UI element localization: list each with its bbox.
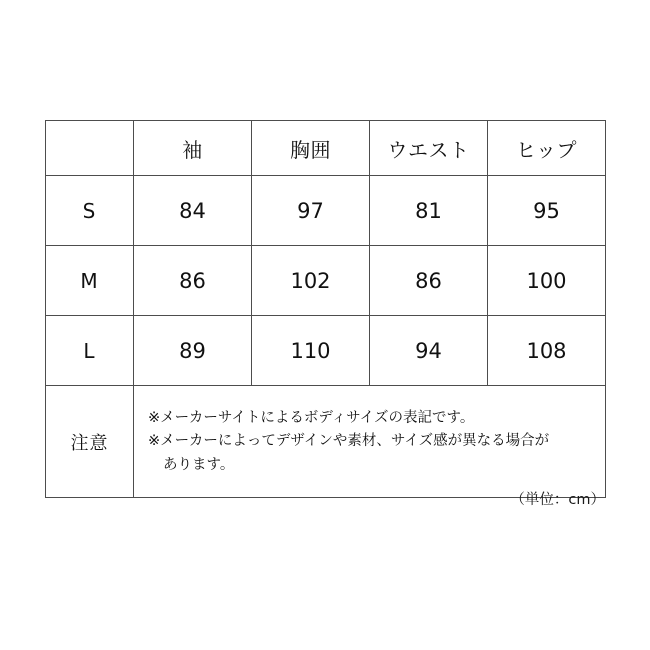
size-label-m: M [46, 246, 134, 316]
cell-s-hip: 95 [488, 176, 606, 246]
cell-m-waist: 86 [370, 246, 488, 316]
note-label: 注意 [46, 386, 134, 498]
cell-m-chest: 102 [252, 246, 370, 316]
cell-l-waist: 94 [370, 316, 488, 386]
note-line-3: あります。 [163, 456, 235, 473]
header-corner-cell [46, 121, 134, 176]
header-cell-chest: 胸囲 [252, 121, 370, 176]
note-line-2: ※メーカーによってデザインや素材、サイズ感が異なる場合が [148, 433, 550, 450]
cell-m-sleeve: 86 [134, 246, 252, 316]
header-cell-waist: ウエスト [370, 121, 488, 176]
cell-l-hip: 108 [488, 316, 606, 386]
size-label-l: L [46, 316, 134, 386]
table-row [46, 176, 606, 246]
table-note-row [46, 386, 606, 498]
table-row [46, 246, 606, 316]
cell-l-chest: 110 [252, 316, 370, 386]
size-table [45, 120, 606, 498]
size-table-container [45, 120, 605, 498]
cell-l-sleeve: 89 [134, 316, 252, 386]
table-header-row [46, 121, 606, 176]
header-cell-sleeve: 袖 [134, 121, 252, 176]
note-line-1: ※メーカーサイトによるボディサイズの表記です。 [148, 409, 475, 426]
cell-s-waist: 81 [370, 176, 488, 246]
cell-m-hip: 100 [488, 246, 606, 316]
size-label-s: S [46, 176, 134, 246]
unit-note: （単位：cm） [510, 492, 605, 508]
note-body [134, 386, 606, 498]
table-row [46, 316, 606, 386]
header-cell-hip: ヒップ [488, 121, 606, 176]
cell-s-sleeve: 84 [134, 176, 252, 246]
cell-s-chest: 97 [252, 176, 370, 246]
